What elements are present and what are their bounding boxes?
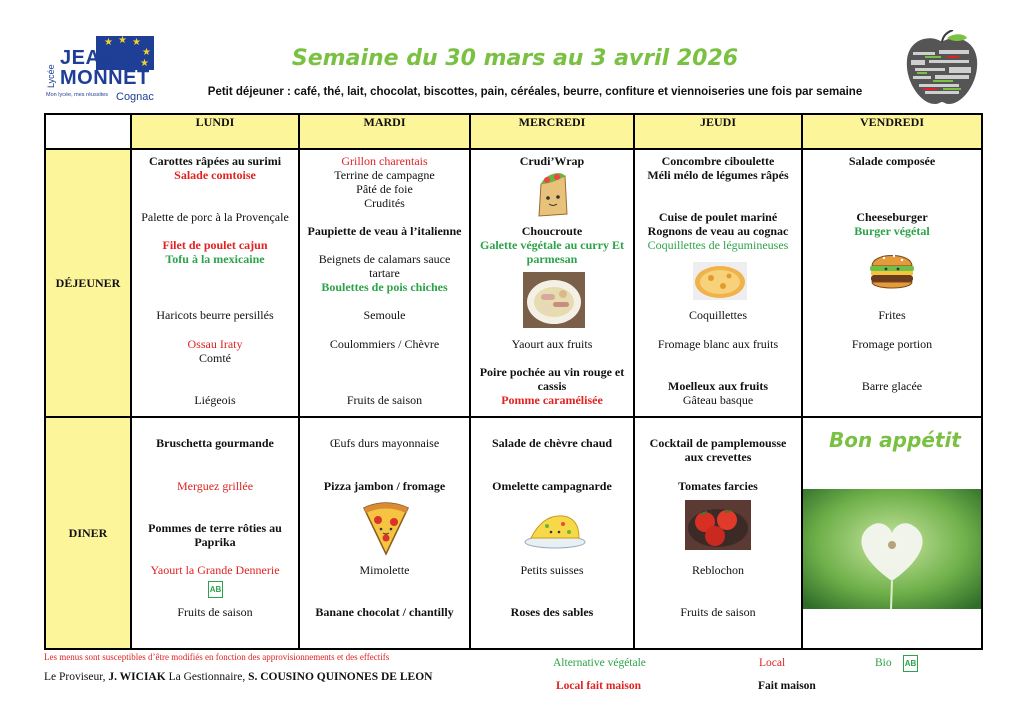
menu-item: Cocktail de pamplemousse aux crevettes [649, 436, 787, 464]
legend-vegetal: Alternative végétale [553, 657, 646, 669]
menu-item: Salade composée [848, 154, 936, 168]
menu-item: Yaourt la Grande Dennerie [150, 563, 280, 577]
apple-wordcloud-icon [903, 30, 981, 108]
menu-item: Salade comtoise [174, 168, 256, 182]
menu-item: Ossau Iraty [187, 337, 243, 351]
menu-item: Mimolette [359, 563, 410, 577]
menu-item: Haricots beurre persillés [156, 308, 274, 322]
menu-item: Burger végétal [854, 224, 930, 238]
logo-city: Cognac [116, 91, 154, 103]
breakfast-subtitle: Petit déjeuner : café, thé, lait, chocolat, biscottes, pain, céréales, beurre, confiture et viennoiseries une fois par semaine [207, 86, 863, 98]
menu-item: Gâteau basque [682, 393, 754, 407]
table-corner [45, 114, 131, 149]
menu-item: Barre glacée [861, 379, 923, 393]
dinner-vendredi [802, 417, 982, 649]
pizza-icon [360, 500, 412, 556]
legend-local: Local [759, 657, 786, 669]
proviseur-name: J. WICIAK [108, 671, 166, 683]
menu-item: Pommes de terre rôties au Paprika [148, 521, 282, 549]
day-header-mercredi: MERCREDI [470, 114, 634, 149]
dinner-jeudi [634, 417, 802, 649]
logo-monnet: MONNET [60, 67, 150, 89]
menu-item: Palette de porc à la Provençale [141, 210, 289, 224]
omelette-icon [523, 508, 587, 550]
menu-item: Moelleux aux fruits [668, 379, 768, 393]
menu-item: Fruits de saison [177, 605, 253, 619]
gestionnaire-label: La Gestionnaire, [168, 671, 246, 683]
day-header-vendredi: VENDREDI [802, 114, 982, 149]
menu-item: Crudités [364, 196, 405, 210]
menu-item: Liégeois [194, 393, 236, 407]
menu-item: Pâté de foie [356, 182, 413, 196]
proviseur-label: Le Proviseur, [44, 671, 106, 683]
menu-item: Grillon charentais [341, 154, 428, 168]
menu-item: Merguez grillée [176, 479, 254, 493]
lunch-vendredi [802, 149, 982, 417]
wrap-icon [535, 170, 571, 220]
menu-item: Fruits de saison [346, 393, 423, 407]
menu-item: Terrine de campagne [334, 168, 435, 182]
menu-item: Coquillettes [689, 308, 747, 322]
dinner-lundi [131, 417, 299, 649]
menu-item: Poire pochée au vin rouge et cassis [479, 365, 625, 393]
row-label-dejeuner: DÉJEUNER [45, 149, 131, 417]
bon-appetit-text: Bon appétit [829, 428, 961, 452]
dinner-mardi [299, 417, 470, 649]
signatures [44, 671, 432, 683]
menu-item: Rognons de veau au cognac [647, 224, 789, 238]
menu-item: Tofu à la mexicaine [165, 252, 265, 266]
menu-item: Choucroute [521, 224, 583, 238]
menu-item: Méli mélo de légumes râpés [647, 168, 789, 182]
legend-local-fait-maison: Local fait maison [556, 680, 641, 692]
menu-item: Fruits de saison [680, 605, 756, 619]
menu-item: Œufs durs mayonnaise [329, 436, 440, 450]
menu-item: Coulommiers / Chèvre [329, 337, 440, 351]
lunch-jeudi [634, 149, 802, 417]
menu-item: Galette végétale au curry Et parmesan [480, 238, 624, 266]
menu-item: Beignets de calamars sauce tartare [318, 252, 451, 280]
day-header-lundi: LUNDI [131, 114, 299, 149]
logo-tagline: Mon lycée, mes réussites [46, 92, 109, 98]
menu-item: Pomme caramélisée [501, 393, 603, 407]
disclaimer-note: Les menus sont susceptibles d’être modifiés en fonction des approvisionnements et des effectifs [44, 652, 390, 662]
menu-item: Paupiette de veau à l’italienne [307, 224, 462, 238]
menu-item: Reblochon [692, 563, 744, 577]
menu-item: Carottes râpées au surimi [148, 154, 282, 168]
dinner-mercredi [470, 417, 634, 649]
menu-item: Filet de poulet cajun [162, 238, 268, 252]
menu-item: Fromage blanc aux fruits [657, 337, 779, 351]
menu-item: Boulettes de pois chiches [321, 280, 448, 294]
burger-icon [866, 244, 918, 296]
day-header-jeudi: JEUDI [634, 114, 802, 149]
bio-ab-icon: AB [903, 653, 918, 672]
menu-item: Pizza jambon / fromage [323, 479, 446, 493]
tomates-farcies-photo-icon [685, 500, 751, 550]
menu-item: Fromage portion [851, 337, 933, 351]
menu-item: Petits suisses [520, 563, 584, 577]
menu-item: Salade de chèvre chaud [491, 436, 613, 450]
eu-flag-icon: ★ ★ ★ ★ ★ [96, 36, 154, 70]
menu-item: Yaourt aux fruits [511, 337, 593, 351]
logo-jean: JEAN [60, 47, 116, 69]
dandelion-heart-photo-icon [803, 489, 981, 609]
gestionnaire-name: S. COUSINO QUINONES DE LEON [248, 671, 433, 683]
lunch-mercredi [470, 149, 634, 417]
menu-item: Tomates farcies [678, 479, 758, 493]
menu-item: Cuise de poulet mariné [658, 210, 778, 224]
menu-item: Roses des sables [510, 605, 594, 619]
menu-item: Crudi’Wrap [519, 154, 585, 168]
legend-fait-maison: Fait maison [758, 680, 816, 692]
menu-item: Bruschetta gourmande [156, 436, 274, 450]
lunch-lundi [131, 149, 299, 417]
bio-ab-icon: AB [208, 579, 223, 598]
menu-item: Comté [199, 351, 231, 365]
menu-item: Coquillettes de légumineuses [647, 238, 789, 252]
legend-bio: Bio [875, 657, 892, 669]
page-title: Semaine du 30 mars au 3 avril 2026 [291, 46, 739, 71]
menu-item: Cheeseburger [856, 210, 928, 224]
menu-item: Banane chocolat / chantilly [315, 605, 454, 619]
school-logo [44, 36, 156, 106]
lunch-mardi [299, 149, 470, 417]
row-label-diner: DINER [45, 417, 131, 649]
choucroute-photo-icon [523, 272, 585, 328]
pasta-gratin-photo-icon [693, 262, 747, 300]
menu-item: Frites [878, 308, 906, 322]
menu-item: Semoule [363, 308, 406, 322]
menu-item: Concombre ciboulette [661, 154, 775, 168]
menu-table [44, 113, 983, 650]
menu-item: Omelette campagnarde [492, 479, 612, 493]
logo-lycee: Lycée [46, 64, 56, 88]
day-header-mardi: MARDI [299, 114, 470, 149]
